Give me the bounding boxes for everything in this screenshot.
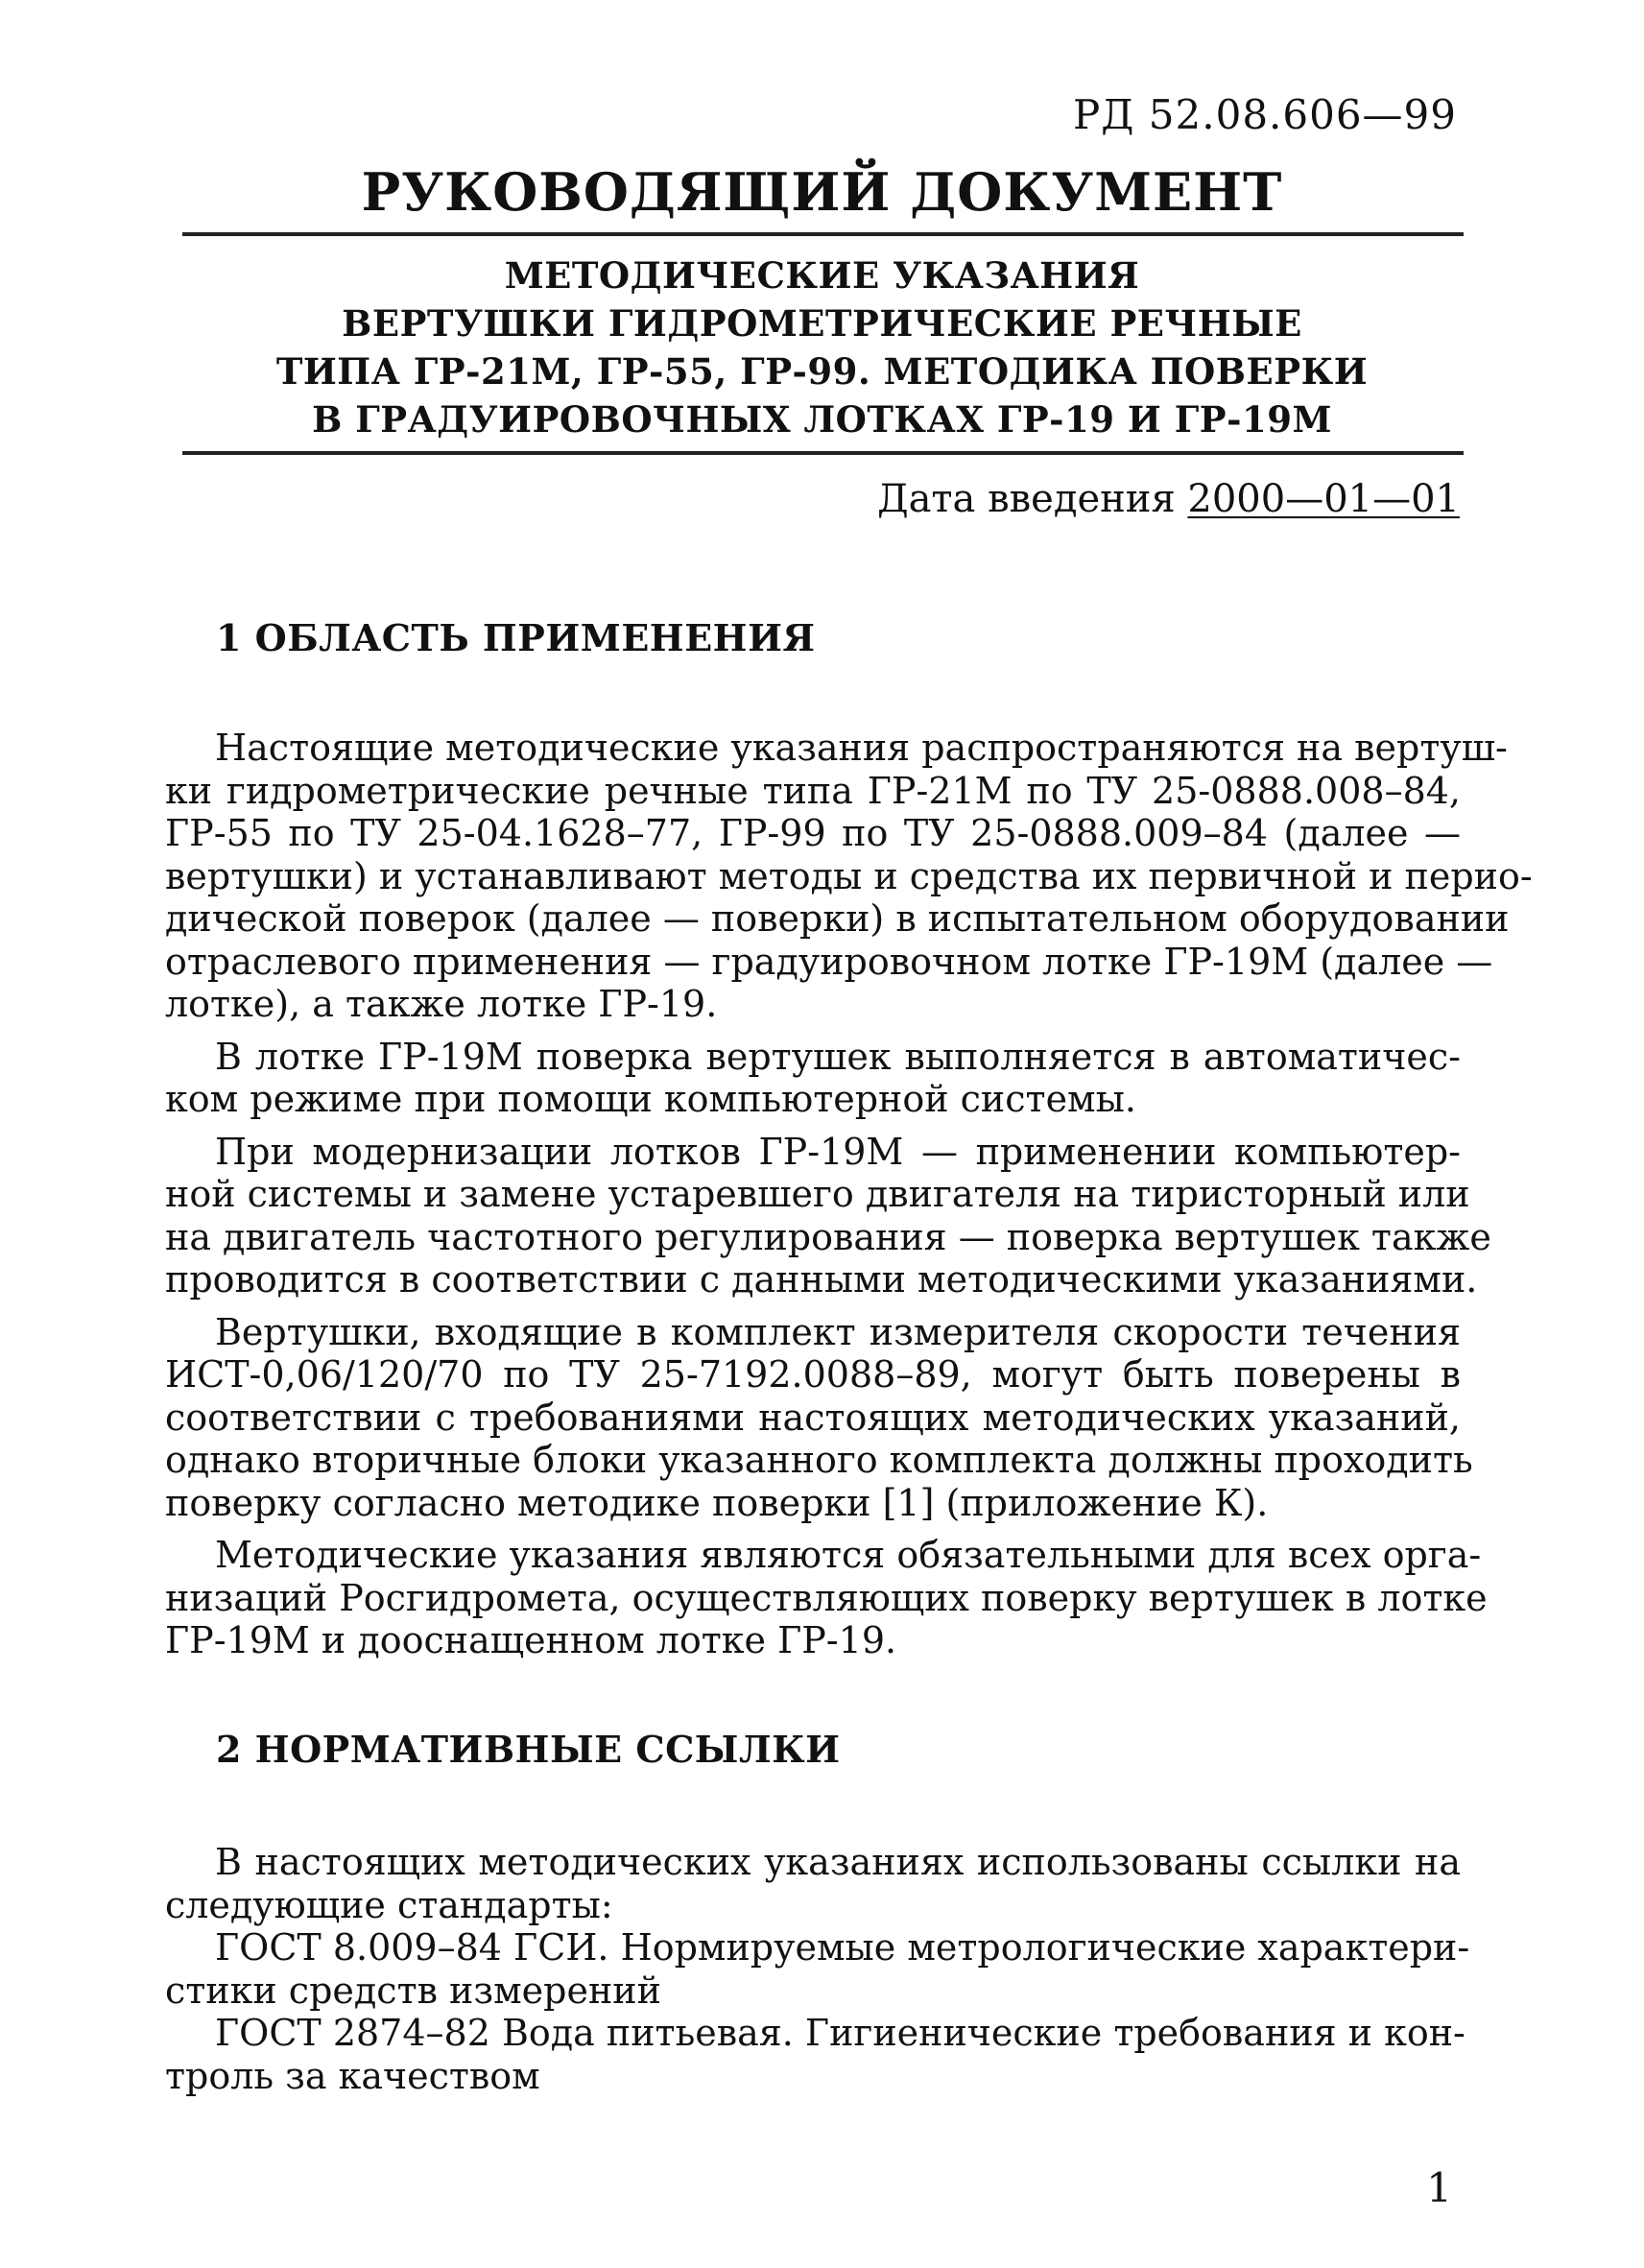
text-line: ной системы и замене устаревшего двигателя на тиристорный или xyxy=(165,1173,1470,1215)
document-type-heading: РУКОВОДЯЩИЙ ДОКУМЕНТ xyxy=(361,161,1283,223)
introduction-date-label: Дата введения xyxy=(877,477,1176,521)
section-body-normative-references xyxy=(165,1841,1470,2097)
text-line: на двигатель частотного регулирования — поверка вертушек также xyxy=(165,1215,1491,1258)
text-line: ГОСТ 8.009–84 ГСИ. Нормируемые метрологические характери- xyxy=(215,1926,1470,1969)
section-heading-scope: 1 ОБЛАСТЬ ПРИМЕНЕНИЯ xyxy=(216,616,816,659)
text-line: ИСТ-0,06/120/70 по ТУ 25-7192.0088–89, могут быть поверены в xyxy=(165,1353,1461,1396)
text-line: ГР-19М и дооснащенном лотке ГР-19. xyxy=(165,1619,897,1661)
title-line: ТИПА ГР-21М, ГР-55, ГР-99. МЕТОДИКА ПОВЕРКИ xyxy=(275,350,1369,393)
text-line: проводится в соответствии с данными методическими указаниями. xyxy=(165,1258,1478,1301)
text-line: ком режиме при помощи компьютерной системы. xyxy=(165,1078,1136,1120)
text-line: При модернизации лотков ГР-19М — применении компьютер- xyxy=(215,1130,1461,1173)
text-line: отраслевого применения — градуировочном лотке ГР-19М (далее — xyxy=(165,940,1493,983)
text-line: Вертушки, входящие в комплект измерителя скорости течения xyxy=(215,1310,1461,1353)
paragraph xyxy=(165,1130,1491,1301)
text-line: троль за качеством xyxy=(165,2054,540,2097)
title-line: В ГРАДУИРОВОЧНЫХ ЛОТКАХ ГР-19 И ГР-19М xyxy=(312,398,1332,441)
document-title xyxy=(0,251,1644,443)
introduction-date xyxy=(877,477,1460,521)
paragraph xyxy=(165,1310,1473,1525)
paragraph xyxy=(165,2012,1465,2097)
text-line: соответствии с требованиями настоящих методических указаний, xyxy=(165,1396,1461,1439)
text-line: Настоящие методические указания распространяются на вертуш- xyxy=(215,727,1508,769)
page-number: 1 xyxy=(1426,2164,1452,2211)
text-line: ГОСТ 2874–82 Вода питьевая. Гигиенические требования и кон- xyxy=(215,2012,1465,2054)
text-line: дической поверок (далее — поверки) в испытательном оборудовании xyxy=(165,897,1510,940)
text-line: стики средств измерений xyxy=(165,1969,661,2012)
text-line: следующие стандарты: xyxy=(165,1883,613,1926)
document-code: РД 52.08.606—99 xyxy=(1073,91,1457,138)
text-line: В лотке ГР-19М поверка вертушек выполняется в автоматичес- xyxy=(215,1035,1461,1078)
text-line: лотке), а также лотке ГР-19. xyxy=(165,983,718,1025)
title-line: МЕТОДИЧЕСКИЕ УКАЗАНИЯ xyxy=(504,254,1140,297)
section-heading-normative-references: 2 НОРМАТИВНЫЕ ССЫЛКИ xyxy=(216,1728,841,1771)
text-line: однако вторичные блоки указанного комплекта должны проходить xyxy=(165,1439,1473,1481)
text-line: низаций Росгидромета, осуществляющих поверку вертушек в лотке xyxy=(165,1576,1488,1619)
text-line: поверку согласно методике поверки [1] (приложение К). xyxy=(165,1481,1269,1524)
title-line: ВЕРТУШКИ ГИДРОМЕТРИЧЕСКИЕ РЕЧНЫЕ xyxy=(342,302,1302,345)
section-body-scope xyxy=(165,727,1533,1672)
top-divider xyxy=(182,232,1464,236)
paragraph xyxy=(165,1841,1461,1926)
introduction-date-value: 2000—01—01 xyxy=(1187,477,1460,521)
paragraph xyxy=(165,1534,1488,1662)
text-line: вертушки) и устанавливают методы и средства их первичной и перио- xyxy=(165,854,1533,897)
paragraph xyxy=(165,1926,1470,2012)
bottom-divider xyxy=(182,451,1464,455)
text-line: ки гидрометрические речные типа ГР-21М по ТУ 25-0888.008–84, xyxy=(165,769,1461,812)
text-line: В настоящих методических указаниях использованы ссылки на xyxy=(215,1841,1461,1883)
text-line: Методические указания являются обязательными для всех орга- xyxy=(215,1534,1482,1576)
paragraph xyxy=(165,1036,1461,1121)
text-line: ГР-55 по ТУ 25-04.1628–77, ГР-99 по ТУ 25-0888.009–84 (далее — xyxy=(165,812,1461,854)
paragraph xyxy=(165,727,1533,1026)
